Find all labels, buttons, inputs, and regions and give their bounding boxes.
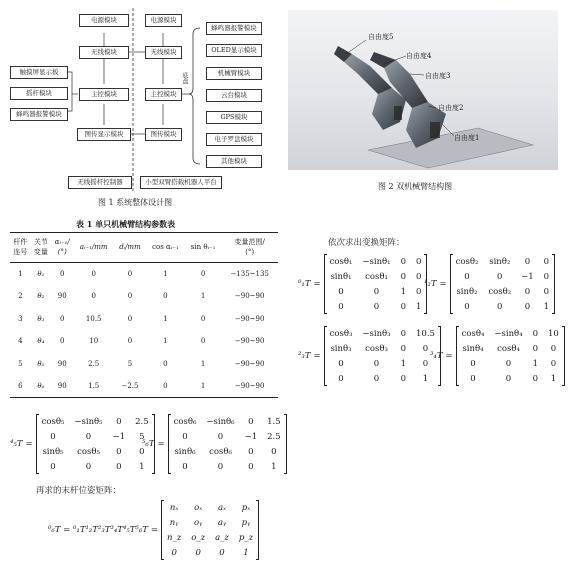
matrix-entry: −1 [112, 431, 126, 442]
block-video-transmit: 图传模块 [145, 128, 182, 141]
chassis-label: 底盘 [181, 72, 188, 84]
matrix-row [450, 299, 554, 314]
matrix-entry: 0 [182, 431, 188, 442]
table-cell: 90 [57, 359, 67, 368]
matrix-entry: aᵧ [217, 517, 227, 528]
matrix-entry: 0 [248, 461, 254, 472]
table-cell: −90~90 [234, 337, 265, 346]
matrix-entry: 0 [416, 271, 422, 282]
col-d: dᵢ/mm [119, 242, 141, 251]
table-cell: −90~90 [234, 314, 265, 323]
table-cell: 1 [200, 382, 206, 390]
table-header-row [10, 233, 278, 263]
matrix-row [168, 429, 286, 444]
matrix-label: ⁰₆T = ⁰₁T¹₂T²₃T³₄T⁴₅T⁵₆T [48, 525, 148, 535]
matrix-entry: 0 [373, 301, 380, 312]
table-cell: 2.5 [88, 359, 100, 368]
matrix-entry: nₓ [169, 502, 179, 513]
col-range: 变量范围/ (°) [234, 238, 265, 256]
table-cell: 10.5 [85, 314, 102, 323]
matrix-entry: 0 [524, 301, 531, 312]
matrix-entry: cosθ₃ [365, 343, 388, 354]
matrix-entry: sinθ₂ [456, 286, 478, 297]
equals-sign: = [439, 279, 447, 289]
col-a: aᵢ₋₁/mm [79, 242, 108, 251]
table-cell: 10 [89, 337, 99, 346]
table-cell: 1 [200, 359, 206, 368]
matrix-entry: 0 [550, 343, 557, 354]
matrix-entry: 0 [543, 256, 550, 267]
table-cell: 0 [60, 270, 65, 278]
table-row [10, 285, 278, 308]
matrix-entry: nᵧ [169, 517, 179, 528]
matrix-entry: cosθ₂ [455, 256, 479, 267]
table-cell: 0 [200, 314, 206, 323]
table-cell: θ₁ [37, 270, 45, 278]
matrix-entry: 0 [400, 271, 406, 282]
table-cell: 0 [60, 337, 65, 346]
table-cell: 5 [18, 359, 23, 368]
matrix-row [324, 269, 427, 284]
matrix-row [324, 326, 440, 341]
matrix-row [456, 341, 564, 356]
matrix-entry: 0 [400, 343, 406, 354]
matrix-entry: oᵧ [194, 517, 203, 528]
matrix-T23 [298, 326, 441, 386]
matrix-T01 [298, 254, 427, 314]
matrix-label: ⁰₁T [298, 279, 311, 289]
matrix-entry: 0 [470, 373, 476, 384]
matrix-entry: pᵧ [241, 517, 251, 528]
matrix-entry: 1 [532, 358, 538, 369]
matrix-brackets [456, 326, 565, 386]
matrix-entry: 0 [416, 256, 422, 267]
matrix-entry: 10 [548, 328, 559, 339]
label-dof5: 自由度5 [368, 33, 394, 41]
matrix-entry: 0 [248, 416, 254, 427]
block-touch-display: 触摸屏显示板 [10, 66, 68, 79]
matrix-T56 [142, 414, 287, 474]
matrix-entry: −1 [244, 431, 258, 442]
matrix-entry: 0 [422, 358, 429, 369]
matrix-entry: 0 [416, 286, 422, 297]
matrix-entry: 0 [532, 328, 538, 339]
matrix-entry: 1 [543, 301, 550, 312]
matrix-entry: 1 [400, 358, 406, 369]
table-cell: 1 [163, 337, 168, 346]
matrix-row [456, 356, 564, 371]
table-cell: 0 [91, 292, 96, 301]
table-cell: 0 [127, 292, 133, 301]
matrix-entry: −sinθ₃ [362, 328, 391, 339]
matrix-entry: sinθ₅ [42, 446, 64, 457]
matrix-entry: 0 [116, 446, 122, 457]
matrix-grid [324, 254, 428, 314]
table-cell: 90 [57, 292, 67, 301]
matrix-row [324, 254, 427, 269]
matrix-grid [456, 326, 565, 386]
matrix-T34 [430, 326, 565, 386]
table-cell: 0 [60, 314, 65, 323]
matrix-entry: a_z [215, 532, 229, 543]
matrix-label: ³₄T [430, 351, 443, 361]
matrix-entry: cosθ₆ [209, 446, 232, 457]
matrix-entry: 0 [85, 461, 92, 472]
matrix-entry: 1 [422, 373, 429, 384]
block-joystick: 摇杆模块 [10, 87, 68, 100]
matrix-entry: pₓ [241, 502, 251, 513]
matrix-entry: o_z [191, 532, 206, 543]
table-cell: 1.5 [88, 382, 100, 390]
matrix-entry: 0 [217, 461, 224, 472]
matrix-entry: 0 [248, 446, 254, 457]
table-row [10, 353, 278, 376]
matrix-row [36, 414, 154, 429]
matrix-row [324, 371, 440, 386]
table-cell: 0 [200, 337, 206, 346]
matrix-row [324, 284, 427, 299]
matrix-entry: 0 [400, 373, 406, 384]
intro-text: 依次求出变换矩阵： [328, 238, 405, 248]
matrix-entry: 0 [532, 373, 538, 384]
endeffector-text: 再求的末杆位姿矩阵： [36, 486, 122, 496]
matrix-row [162, 515, 259, 530]
param-table [10, 232, 278, 398]
matrix-entry: cosθ₄ [497, 343, 520, 354]
col-link: 杆件 连号 [13, 238, 28, 256]
matrix-T45 [10, 414, 155, 474]
matrix-entry: 0 [195, 547, 201, 558]
table-row [10, 330, 278, 353]
block-gimbal: 云台模块 [206, 89, 262, 102]
matrix-entry: 1 [416, 301, 422, 312]
matrix-row [168, 459, 286, 474]
matrix-entry: 0 [524, 286, 531, 297]
matrix-entry: 0 [543, 271, 550, 282]
block-video-display: 图传显示模块 [77, 128, 131, 141]
matrix-label: ¹₂T [424, 279, 437, 289]
block-wireless-joystick-controller: 无线摇杆控制器 [68, 176, 132, 189]
table-cell: −90~90 [234, 292, 265, 301]
matrix-entry: n_z [167, 532, 182, 543]
matrix-row [450, 284, 554, 299]
block-power-remote: 电源模块 [79, 14, 129, 27]
matrix-entry: 10.5 [416, 328, 435, 339]
table-cell: 0 [127, 337, 133, 346]
col-joint: 关节 变量 [33, 238, 48, 256]
table-cell: 3 [18, 314, 23, 323]
matrix-entry: 0 [543, 286, 550, 297]
table1-title: 表 1 单只机械臂结构参数表 [76, 219, 176, 229]
matrix-row [456, 371, 564, 386]
matrix-entry: 0 [373, 286, 380, 297]
robot-render-image [288, 10, 558, 170]
table-cell: 0 [200, 270, 206, 278]
matrix-entry: 0 [497, 301, 503, 312]
table-row [10, 308, 278, 331]
matrix-entry: 0 [505, 358, 512, 369]
table-cell: 6 [18, 382, 23, 390]
matrix-entry: 1 [271, 461, 277, 472]
matrix-row [162, 530, 259, 545]
matrix-label: ⁴₅T [10, 439, 23, 449]
matrix-entry: 1 [400, 286, 406, 297]
matrix-row [168, 444, 286, 459]
matrix-entry: 0 [182, 461, 188, 472]
matrix-entry: cosθ₅ [77, 446, 100, 457]
block-gps: GPS模块 [206, 111, 262, 124]
matrix-row [36, 429, 154, 444]
table-cell: θ₄ [37, 337, 45, 346]
matrix-entry: 0 [338, 286, 344, 297]
equals-sign: = [445, 351, 453, 361]
matrix-entry: 0 [550, 358, 557, 369]
block-oled: OLED显示模块 [206, 44, 262, 57]
block-buzzer-left: 蜂鸣器报警模块 [10, 108, 68, 121]
figure2-caption: 图 2 双机械臂结构图 [378, 182, 453, 191]
table-cell: 0 [127, 270, 133, 278]
matrix-entry: cosθ₅ [41, 416, 65, 427]
table-cell: 0 [91, 270, 96, 278]
matrix-row [162, 500, 259, 515]
matrix-entry: 0 [470, 358, 476, 369]
table-cell: 1 [200, 292, 206, 301]
matrix-brackets [161, 500, 259, 560]
matrix-brackets [168, 414, 287, 474]
matrix-row [324, 299, 427, 314]
matrix-row [456, 326, 564, 341]
equals-sign: = [157, 439, 165, 449]
table-cell: 90 [57, 382, 67, 390]
matrix-row [324, 341, 440, 356]
matrix-T06 [48, 500, 259, 560]
block-compass: 电子罗盘模块 [206, 133, 262, 146]
matrix-entry: 0 [338, 373, 344, 384]
table-cell: 5 [127, 359, 133, 368]
block-wireless-robot: 无线模块 [145, 46, 182, 59]
matrix-entry: 0 [373, 358, 380, 369]
matrix-brackets [324, 326, 441, 386]
equals-sign: = [313, 351, 321, 361]
block-buzzer-right: 蜂鸣器报警模块 [206, 22, 262, 35]
table-cell: −135~135 [230, 270, 269, 278]
matrix-entry: −sinθ₆ [206, 416, 235, 427]
label-dof1: 自由度1 [454, 134, 480, 142]
matrix-entry: 0 [464, 301, 470, 312]
matrix-grid [324, 326, 441, 386]
equals-sign: = [25, 439, 33, 449]
matrix-entry: 0 [85, 431, 92, 442]
matrix-brackets [36, 414, 155, 474]
matrix-brackets [450, 254, 555, 314]
matrix-entry: 0 [373, 373, 380, 384]
matrix-entry: 0 [50, 431, 56, 442]
block-main-control-robot: 主控模块 [145, 88, 182, 101]
matrix-entry: p_z [238, 532, 254, 543]
col-sin: sin θᵢ₋₁ [190, 242, 216, 251]
matrix-row [168, 414, 286, 429]
matrix-entry: sinθ₁ [330, 271, 352, 282]
matrix-row [324, 356, 440, 371]
matrix-entry: 0 [171, 547, 177, 558]
matrix-grid [161, 500, 259, 560]
param-table-body [10, 263, 278, 398]
matrix-row [162, 545, 259, 560]
table-cell: 0 [127, 314, 133, 323]
matrix-row [36, 444, 154, 459]
table-cell: θ₅ [37, 359, 45, 368]
matrix-entry: −1 [521, 271, 534, 282]
matrix-entry: 0 [400, 256, 406, 267]
matrix-entry: cosθ₃ [329, 328, 353, 339]
matrix-label: ⁵₆T [142, 439, 155, 449]
matrix-entry: 0 [400, 301, 406, 312]
matrix-entry: sinθ₆ [174, 446, 196, 457]
matrix-entry: 0 [116, 461, 122, 472]
table-cell: −90~90 [234, 359, 265, 368]
matrix-grid [36, 414, 155, 474]
matrix-row [36, 459, 154, 474]
matrix-entry: −sinθ₄ [494, 328, 523, 339]
matrix-entry: sinθ₄ [462, 343, 484, 354]
matrix-row [450, 269, 554, 284]
matrix-entry: 0 [400, 328, 406, 339]
table-cell: θ₆ [37, 382, 45, 390]
table-cell: 1 [18, 270, 23, 278]
table-row [10, 263, 278, 286]
table-cell: θ₂ [37, 292, 45, 301]
table-cell: 4 [18, 337, 23, 346]
matrix-entry: 0 [116, 416, 122, 427]
equals-sign: = [313, 279, 321, 289]
matrix-grid [450, 254, 555, 314]
table-cell: 0 [163, 382, 168, 390]
block-robot-arm: 机械臂模块 [206, 67, 262, 80]
block-power-robot: 电源模块 [145, 14, 182, 27]
equals-sign: = [150, 525, 159, 535]
matrix-brackets [324, 254, 428, 314]
col-cos: cos αᵢ₋₁ [152, 242, 179, 251]
block-others: 其他模块 [206, 155, 262, 168]
matrix-entry: 0 [50, 461, 56, 472]
table-cell: 1 [163, 270, 168, 278]
table-cell: 0 [163, 292, 168, 301]
matrix-entry: sinθ₂ [489, 256, 511, 267]
matrix-entry: cosθ₆ [173, 416, 197, 427]
matrix-entry: 0 [532, 343, 538, 354]
matrix-entry: 0 [464, 271, 470, 282]
matrix-entry: 0 [338, 301, 344, 312]
matrix-entry: cosθ₂ [488, 286, 512, 297]
matrix-entry: 1.5 [267, 416, 281, 427]
matrix-entry: aₓ [217, 502, 227, 513]
matrix-entry: 2.5 [267, 431, 281, 442]
matrix-entry: oₓ [194, 502, 203, 513]
matrix-grid [168, 414, 287, 474]
table-cell: 1 [163, 314, 168, 323]
table-cell: θ₃ [37, 314, 45, 323]
block-dual-arm-platform: 小型双臂搭载机器人平台 [140, 176, 222, 189]
matrix-entry: 5 [139, 431, 145, 442]
matrix-T12 [424, 254, 555, 314]
matrix-entry: 0 [338, 358, 344, 369]
matrix-entry: −sinθ₁ [362, 256, 391, 267]
label-dof2: 自由度2 [438, 104, 464, 112]
matrix-entry: 0 [139, 446, 145, 457]
matrix-entry: cosθ₁ [329, 256, 353, 267]
table-cell: −2.5 [121, 382, 139, 390]
table-cell: −90~90 [234, 382, 265, 390]
matrix-entry: 0 [271, 446, 277, 457]
block-main-control-remote: 主控模块 [79, 88, 129, 101]
matrix-entry: 0 [524, 256, 531, 267]
label-dof3: 自由度3 [425, 72, 451, 80]
matrix-entry: 0 [217, 431, 224, 442]
matrix-entry: 1 [139, 461, 145, 472]
matrix-entry: 2.5 [135, 416, 149, 427]
matrix-label: ²₃T [298, 351, 311, 361]
matrix-entry: 1 [243, 547, 249, 558]
matrix-entry: 0 [505, 373, 512, 384]
matrix-entry: 0 [219, 547, 225, 558]
col-alpha: αᵢ₋₁/ (°) [54, 238, 70, 256]
matrix-entry: cosθ₁ [365, 271, 388, 282]
label-dof4: 自由度4 [406, 52, 432, 60]
matrix-entry: 0 [422, 343, 429, 354]
matrix-row [450, 254, 554, 269]
table-cell: 2 [18, 292, 23, 301]
matrix-entry: 0 [497, 271, 503, 282]
matrix-entry: sinθ₃ [330, 343, 352, 354]
table-cell: 0 [163, 359, 168, 368]
table-row [10, 375, 278, 398]
matrix-entry: cosθ₄ [461, 328, 485, 339]
matrix-entry: 1 [550, 373, 557, 384]
robot-arms-drawing [288, 10, 558, 170]
figure1-caption: 图 1 系统整体设计图 [98, 198, 173, 207]
matrix-entry: −sinθ₅ [74, 416, 103, 427]
block-wireless-remote: 无线模块 [79, 46, 129, 59]
